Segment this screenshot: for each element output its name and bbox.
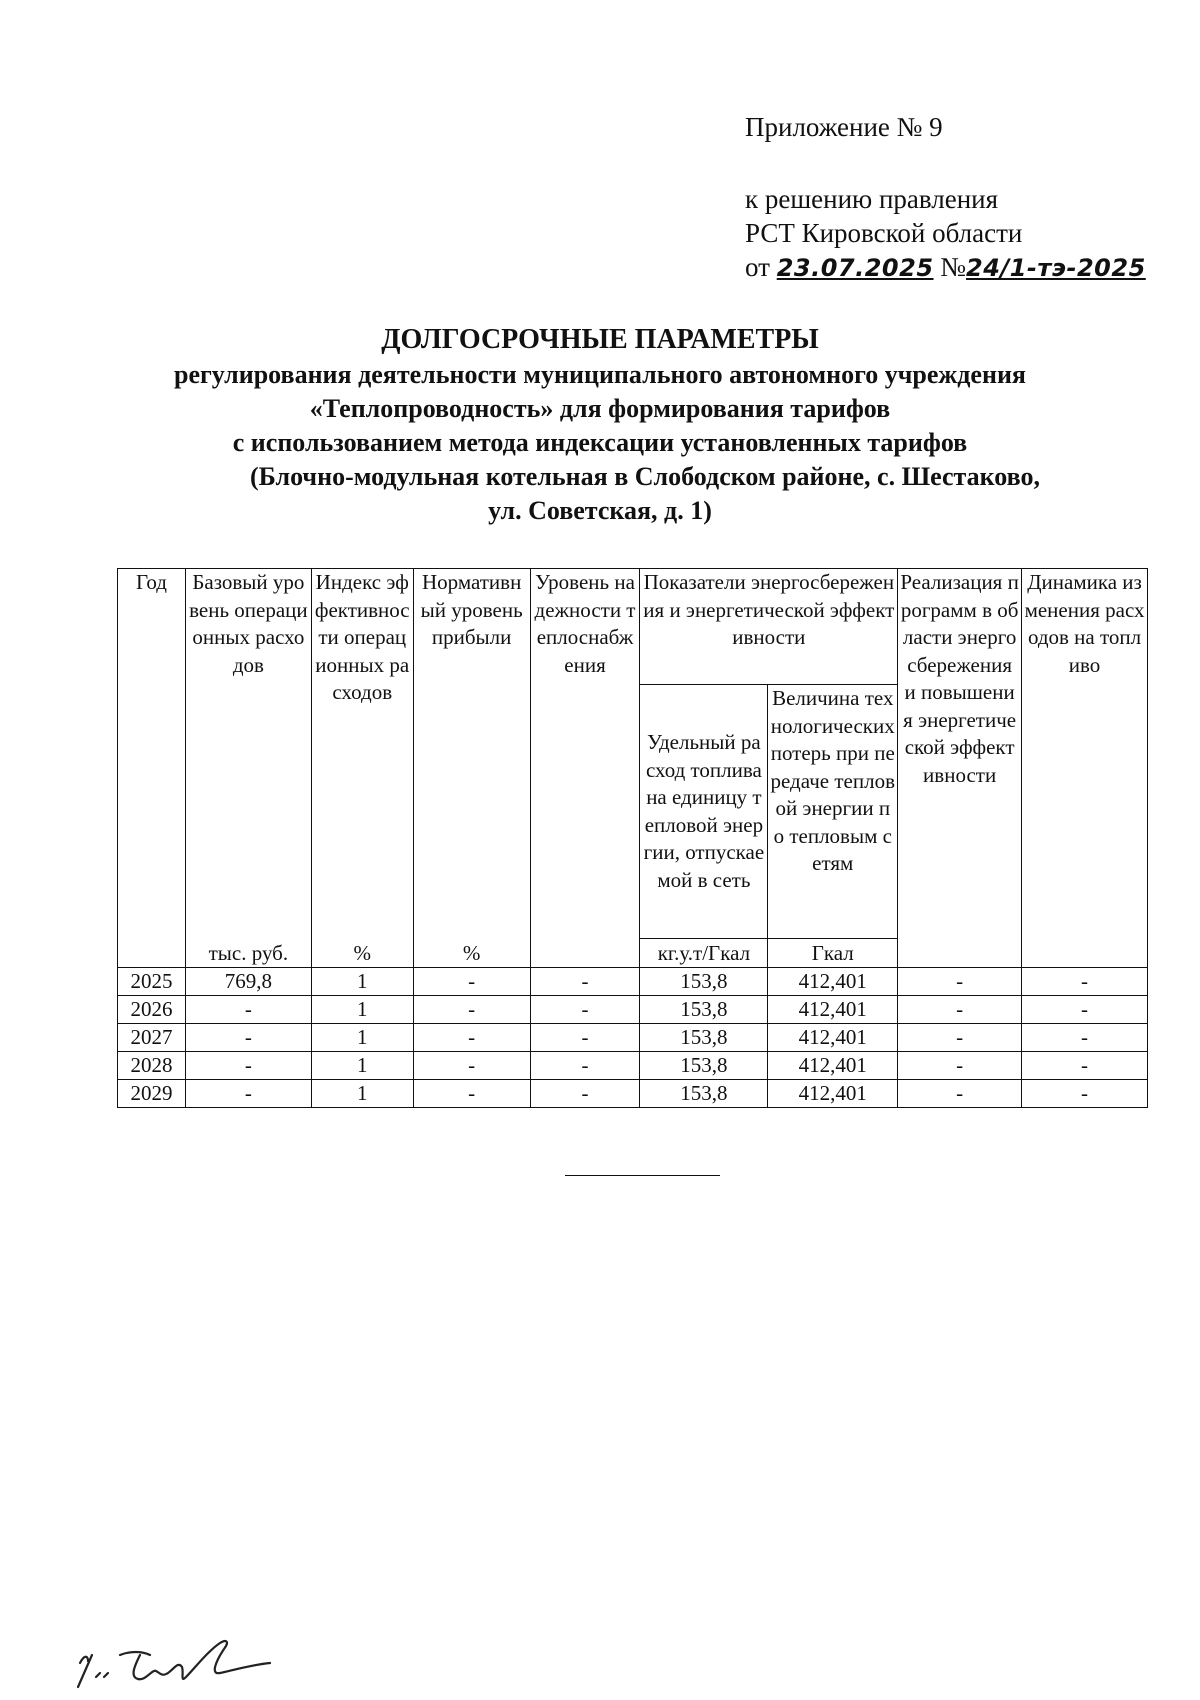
separator-line bbox=[565, 1175, 720, 1176]
cell-base-costs: - bbox=[185, 996, 311, 1024]
heading-line-1: регулирования деятельности муниципального автономного учреждения bbox=[174, 360, 1026, 389]
cell-losses: 412,401 bbox=[768, 996, 898, 1024]
cell-year: 2028 bbox=[118, 1052, 186, 1080]
cell-efficiency-index: 1 bbox=[311, 1052, 413, 1080]
cell-losses: 412,401 bbox=[768, 1080, 898, 1108]
header-energy-group: Показатели энергосбережения и энергетической эффективности bbox=[640, 569, 898, 685]
cell-year: 2029 bbox=[118, 1080, 186, 1108]
table-row bbox=[118, 1052, 1148, 1080]
cell-fuel-rate: 153,8 bbox=[640, 1024, 768, 1052]
cell-program: - bbox=[898, 1024, 1022, 1052]
cell-base-costs: 769,8 bbox=[185, 968, 311, 996]
cell-reliability: - bbox=[530, 1052, 640, 1080]
cell-year: 2027 bbox=[118, 1024, 186, 1052]
header-profit-level: Нормативный уровень прибыли bbox=[413, 569, 530, 939]
cell-profit-level: - bbox=[413, 1080, 530, 1108]
heading-line-4: (Блочно-модульная котельная в Слободском районе, с. Шестаково, bbox=[250, 462, 1040, 491]
header-program: Реализация программ в области энергосбережения и повышения энергетической эффективности bbox=[898, 569, 1022, 968]
cell-reliability: - bbox=[530, 1080, 640, 1108]
header-losses: Величина технологических потерь при передаче тепловой энергии по тепловым сетям bbox=[768, 685, 898, 939]
cell-profit-level: - bbox=[413, 996, 530, 1024]
cell-reliability: - bbox=[530, 968, 640, 996]
parameters-table bbox=[117, 568, 1148, 1108]
cell-fuel-dynamics: - bbox=[1022, 1080, 1148, 1108]
cell-profit-level: - bbox=[413, 968, 530, 996]
document-heading bbox=[0, 322, 1200, 528]
heading-line-5: ул. Советская, д. 1) bbox=[488, 496, 712, 525]
header-year: Год bbox=[118, 569, 186, 968]
unit-efficiency-index: % bbox=[311, 939, 413, 968]
unit-losses: Гкал bbox=[768, 939, 898, 968]
cell-efficiency-index: 1 bbox=[311, 968, 413, 996]
cell-base-costs: - bbox=[185, 1024, 311, 1052]
cell-program: - bbox=[898, 996, 1022, 1024]
handwritten-signature bbox=[70, 1625, 290, 1700]
cell-base-costs: - bbox=[185, 1052, 311, 1080]
header-fuel-dynamics: Динамика изменения расходов на топливо bbox=[1022, 569, 1148, 968]
cell-reliability: - bbox=[530, 996, 640, 1024]
table-body bbox=[118, 968, 1148, 1108]
cell-program: - bbox=[898, 1052, 1022, 1080]
cell-fuel-dynamics: - bbox=[1022, 1052, 1148, 1080]
heading-title: ДОЛГОСРОЧНЫЕ ПАРАМЕТРЫ bbox=[381, 324, 819, 355]
table-row bbox=[118, 996, 1148, 1024]
cell-program: - bbox=[898, 968, 1022, 996]
header-base-costs: Базовый уровень операционных расходов bbox=[185, 569, 311, 939]
cell-losses: 412,401 bbox=[768, 1024, 898, 1052]
cell-fuel-rate: 153,8 bbox=[640, 968, 768, 996]
table-row bbox=[118, 968, 1148, 996]
cell-year: 2026 bbox=[118, 996, 186, 1024]
appendix-title: Приложение № 9 bbox=[745, 112, 943, 142]
cell-program: - bbox=[898, 1080, 1022, 1108]
unit-base-costs: тыс. руб. bbox=[185, 939, 311, 968]
cell-reliability: - bbox=[530, 1024, 640, 1052]
decision-line bbox=[745, 250, 1146, 285]
appendix-line-1: к решению правления bbox=[745, 184, 999, 214]
heading-line-3: с использованием метода индексации установленных тарифов bbox=[232, 428, 968, 457]
cell-profit-level: - bbox=[413, 1024, 530, 1052]
date-prefix: от bbox=[745, 252, 770, 282]
appendix-line-2: РСТ Кировской области bbox=[745, 218, 1023, 248]
cell-efficiency-index: 1 bbox=[311, 1024, 413, 1052]
cell-fuel-dynamics: - bbox=[1022, 996, 1148, 1024]
header-efficiency-index: Индекс эффективности операционных расходов bbox=[311, 569, 413, 939]
cell-losses: 412,401 bbox=[768, 968, 898, 996]
appendix-block bbox=[745, 110, 1146, 285]
cell-year: 2025 bbox=[118, 968, 186, 996]
cell-losses: 412,401 bbox=[768, 1052, 898, 1080]
cell-fuel-rate: 153,8 bbox=[640, 996, 768, 1024]
cell-efficiency-index: 1 bbox=[311, 996, 413, 1024]
cell-base-costs: - bbox=[185, 1080, 311, 1108]
cell-fuel-rate: 153,8 bbox=[640, 1080, 768, 1108]
heading-line-2: «Теплопроводность» для формирования тарифов bbox=[309, 394, 891, 423]
header-reliability: Уровень надежности теплоснабжения bbox=[530, 569, 640, 968]
table-row bbox=[118, 1080, 1148, 1108]
handwritten-number: 24/1-тэ-2025 bbox=[966, 254, 1146, 282]
cell-fuel-dynamics: - bbox=[1022, 1024, 1148, 1052]
cell-fuel-dynamics: - bbox=[1022, 968, 1148, 996]
unit-fuel-rate: кг.у.т/Гкал bbox=[640, 939, 768, 968]
table-row bbox=[118, 1024, 1148, 1052]
unit-profit-level: % bbox=[413, 939, 530, 968]
signature-icon bbox=[70, 1625, 290, 1695]
cell-profit-level: - bbox=[413, 1052, 530, 1080]
number-prefix: № bbox=[940, 252, 967, 282]
header-fuel-rate: Удельный расход топлива на единицу тепловой энергии, отпускаемой в сеть bbox=[640, 685, 768, 939]
cell-fuel-rate: 153,8 bbox=[640, 1052, 768, 1080]
cell-efficiency-index: 1 bbox=[311, 1080, 413, 1108]
handwritten-date: 23.07.2025 bbox=[776, 254, 934, 282]
